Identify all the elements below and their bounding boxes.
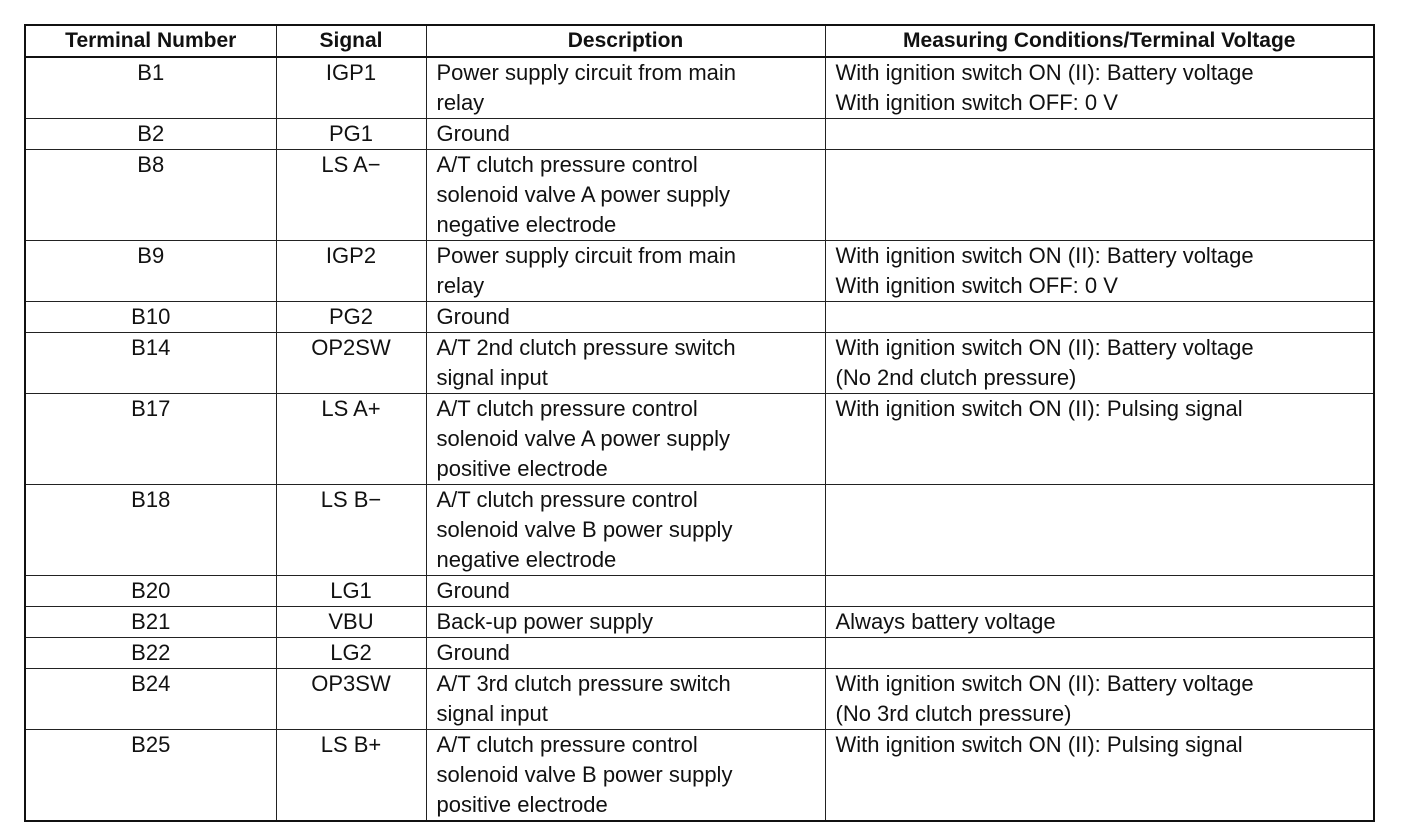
description-text: Back-up power supply [436,609,653,634]
description-cell [426,150,825,241]
signal-cell: OP2SW [276,333,426,394]
terminal-cell: B10 [25,302,276,333]
table-row [25,57,1374,119]
header-signal: Signal [276,25,426,57]
signal-cell: LG1 [276,576,426,607]
conditions-cell [825,669,1374,730]
conditions-text: With ignition switch ON (II): Battery voltage (No 3rd clutch pressure) [835,671,1254,726]
description-cell [426,241,825,302]
conditions-cell [825,638,1374,669]
signal-cell: LG2 [276,638,426,669]
description-cell [426,394,825,485]
terminal-table [24,24,1375,822]
terminal-cell: B17 [25,394,276,485]
conditions-cell [825,57,1374,119]
terminal-cell: B22 [25,638,276,669]
table-row [25,241,1374,302]
conditions-cell [825,150,1374,241]
description-text: Power supply circuit from main relay [436,243,737,298]
table-body [25,57,1374,821]
description-cell [426,57,825,119]
table-row [25,669,1374,730]
table-row [25,576,1374,607]
table-row [25,333,1374,394]
description-text: A/T clutch pressure control solenoid valve A power supply positive electrode [436,396,731,481]
terminal-cell: B24 [25,669,276,730]
conditions-cell [825,333,1374,394]
table-row [25,638,1374,669]
signal-cell: LS A+ [276,394,426,485]
signal-cell: IGP1 [276,57,426,119]
header-measuring-conditions: Measuring Conditions/Terminal Voltage [825,25,1374,57]
conditions-cell [825,730,1374,822]
terminal-cell: B25 [25,730,276,822]
table-row [25,394,1374,485]
description-text: Power supply circuit from main relay [436,60,737,115]
header-terminal-number: Terminal Number [25,25,276,57]
signal-cell: VBU [276,607,426,638]
description-text: A/T clutch pressure control solenoid valve B power supply positive electrode [436,732,733,817]
table-row [25,150,1374,241]
conditions-cell [825,241,1374,302]
conditions-cell [825,576,1374,607]
terminal-cell: B1 [25,57,276,119]
conditions-text: Always battery voltage [835,609,1056,634]
conditions-cell [825,302,1374,333]
table-row [25,607,1374,638]
signal-cell: IGP2 [276,241,426,302]
terminal-cell: B20 [25,576,276,607]
description-text: A/T 3rd clutch pressure switch signal input [436,671,731,726]
description-text: A/T 2nd clutch pressure switch signal input [436,335,736,390]
conditions-cell [825,119,1374,150]
terminal-cell: B21 [25,607,276,638]
description-cell [426,119,825,150]
signal-cell: PG1 [276,119,426,150]
table-row [25,485,1374,576]
conditions-cell [825,394,1374,485]
signal-cell: LS B− [276,485,426,576]
description-cell [426,638,825,669]
description-text: Ground [436,640,510,665]
table-row [25,119,1374,150]
description-cell [426,607,825,638]
description-cell [426,485,825,576]
description-cell [426,576,825,607]
conditions-cell [825,485,1374,576]
terminal-cell: B2 [25,119,276,150]
description-cell [426,730,825,822]
signal-cell: OP3SW [276,669,426,730]
description-cell [426,333,825,394]
conditions-text: With ignition switch ON (II): Battery voltage With ignition switch OFF: 0 V [835,60,1254,115]
terminal-cell: B14 [25,333,276,394]
header-row [25,25,1374,57]
terminal-cell: B8 [25,150,276,241]
description-text: A/T clutch pressure control solenoid valve B power supply negative electrode [436,487,733,572]
conditions-cell [825,607,1374,638]
header-description: Description [426,25,825,57]
conditions-text: With ignition switch ON (II): Battery voltage (No 2nd clutch pressure) [835,335,1254,390]
signal-cell: LS B+ [276,730,426,822]
signal-cell: LS A− [276,150,426,241]
signal-cell: PG2 [276,302,426,333]
table-row [25,302,1374,333]
conditions-text: With ignition switch ON (II): Pulsing signal [835,732,1243,757]
terminal-cell: B18 [25,485,276,576]
terminal-cell: B9 [25,241,276,302]
conditions-text: With ignition switch ON (II): Pulsing signal [835,396,1243,421]
description-text: Ground [436,304,510,329]
table-row [25,730,1374,822]
description-text: Ground [436,121,510,146]
description-cell [426,669,825,730]
description-cell [426,302,825,333]
conditions-text: With ignition switch ON (II): Battery voltage With ignition switch OFF: 0 V [835,243,1254,298]
description-text: Ground [436,578,510,603]
table-header [25,25,1374,57]
description-text: A/T clutch pressure control solenoid valve A power supply negative electrode [436,152,731,237]
